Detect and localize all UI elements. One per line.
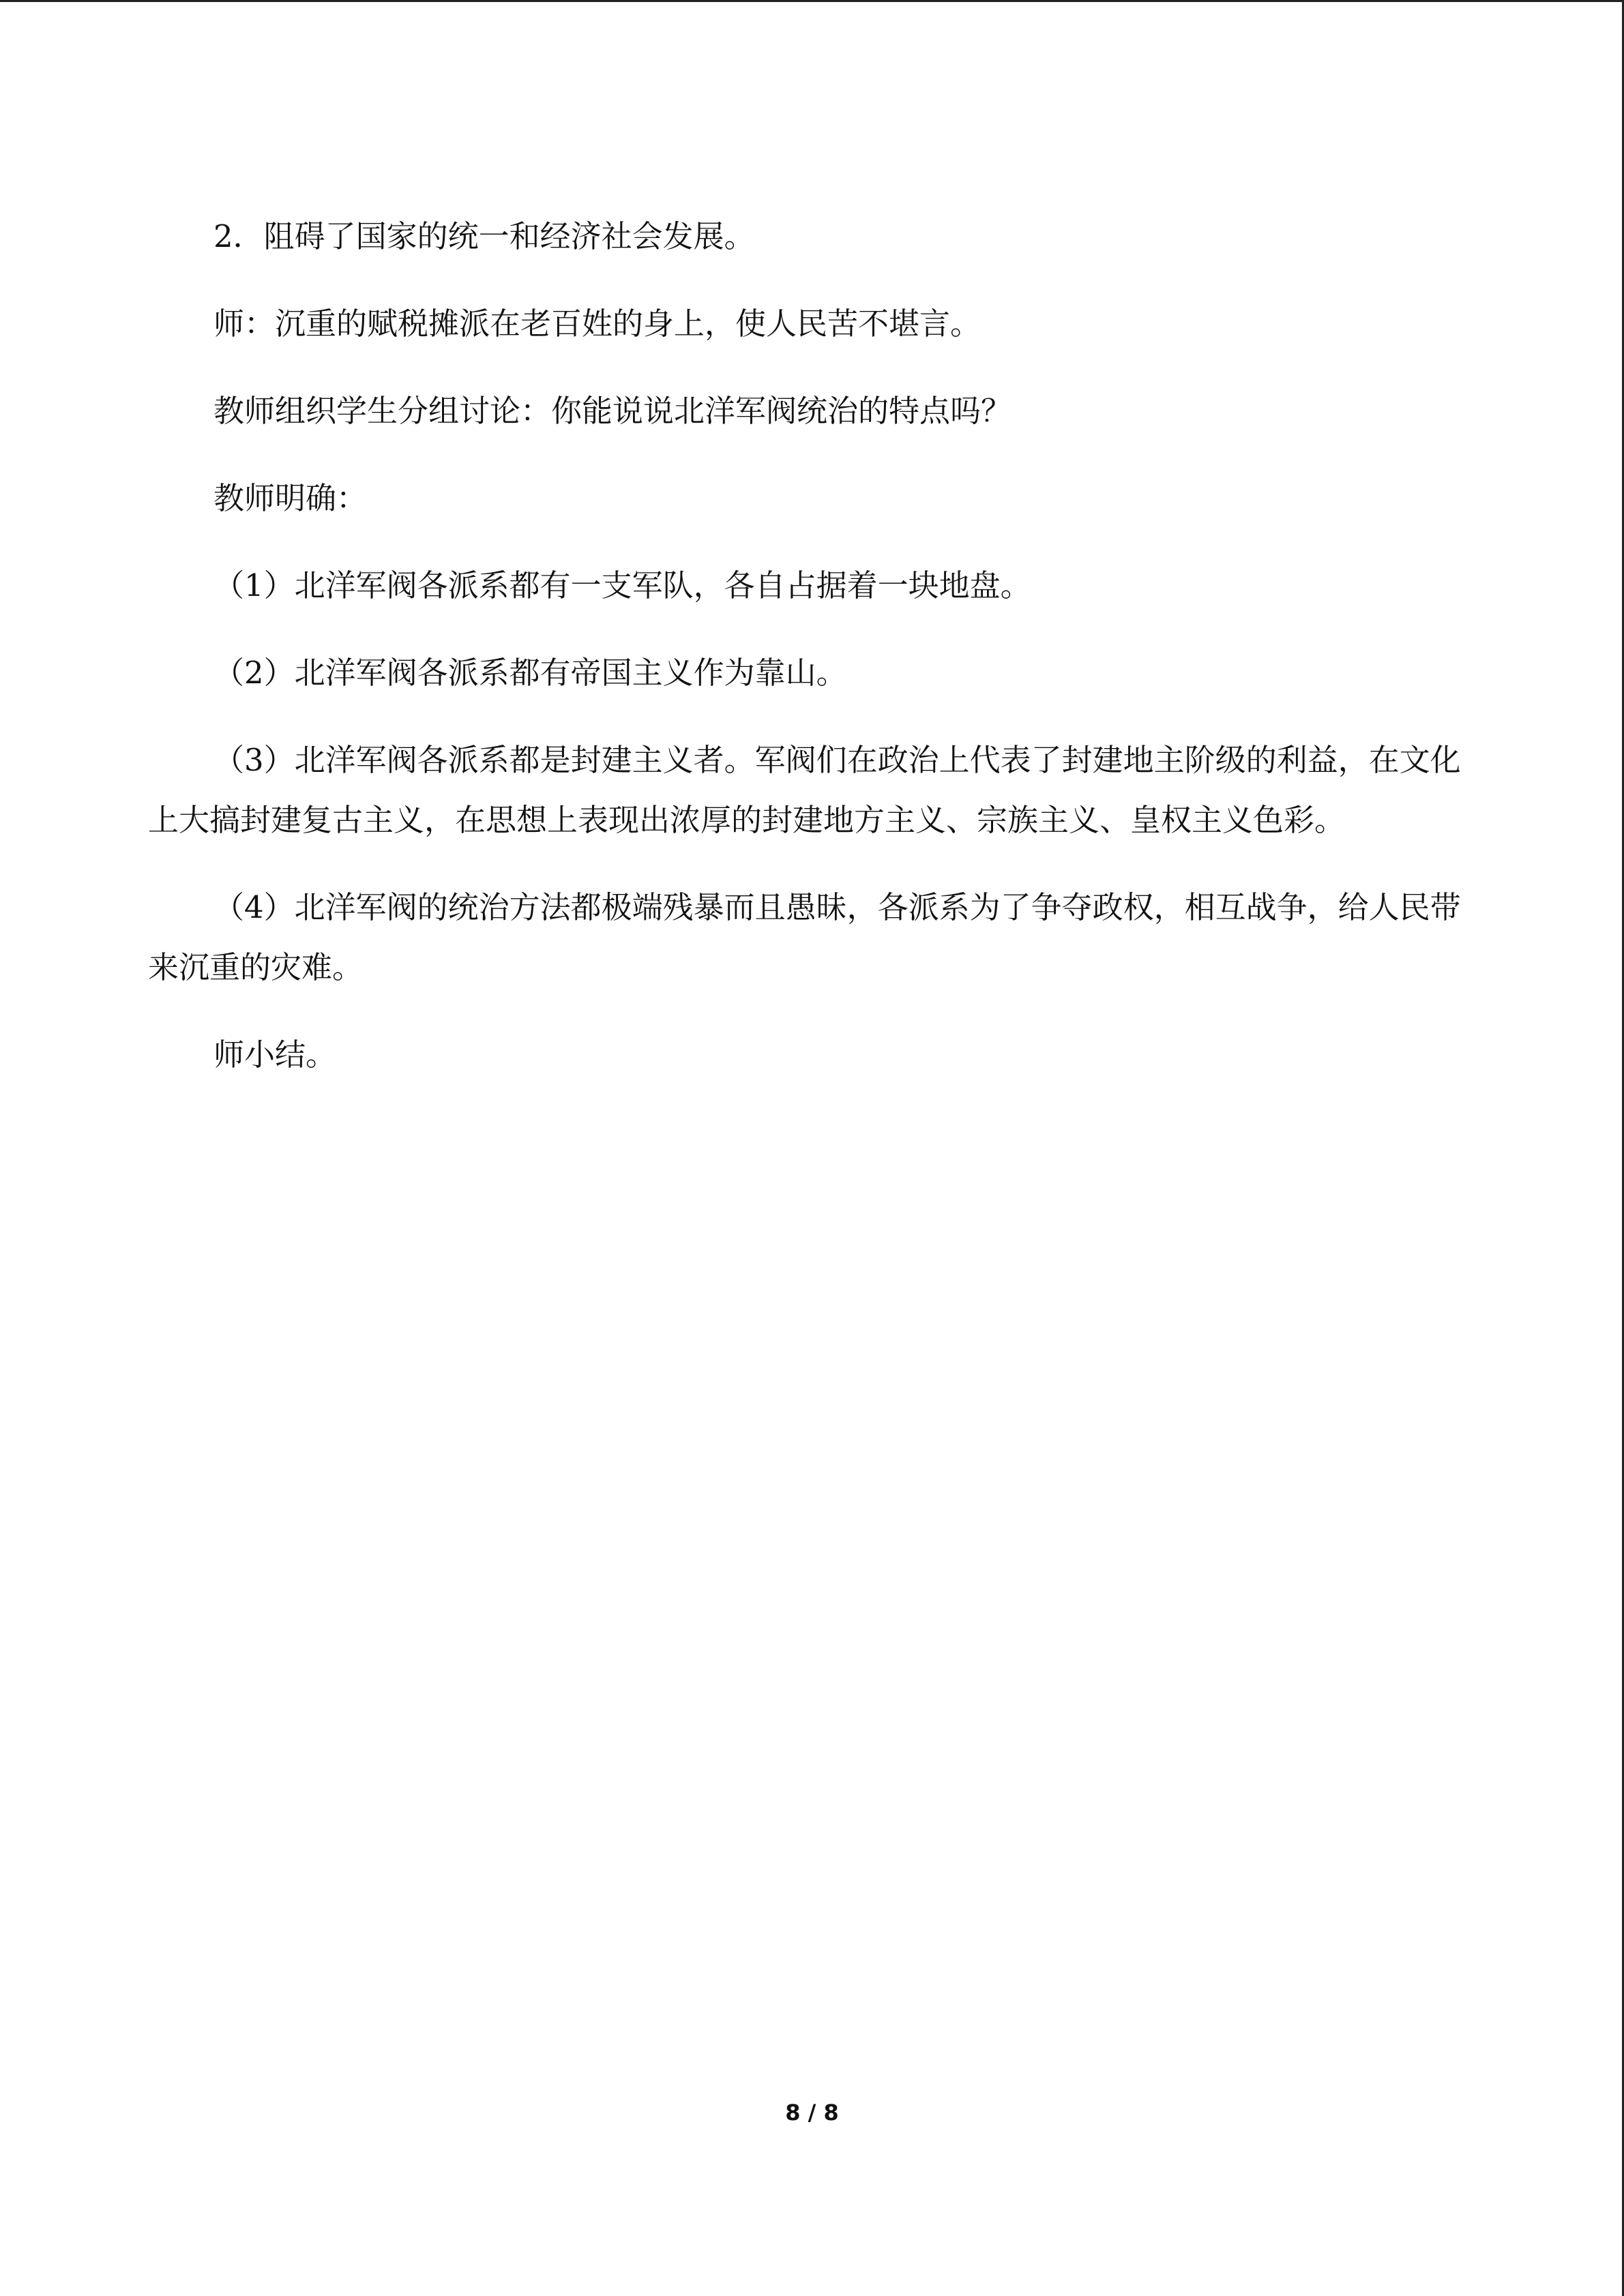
paragraph: 教师明确：	[213, 480, 368, 516]
paragraph: 师小结。	[213, 1037, 337, 1073]
paragraph: 师：沉重的赋税摊派在老百姓的身上，使人民苦不堪言。	[213, 305, 981, 342]
page-number: 8 / 8	[785, 2100, 839, 2126]
document-body	[148, 207, 1477, 1112]
paragraph: （1）北洋军阀各派系都有一支军队，各自占据着一块地盘。	[213, 567, 1031, 603]
paragraph: （4）北洋军阀的统治方法都极端残暴而且愚昧，各派系为了争夺政权，相互战争，给人民带来沉重的灾难。	[148, 889, 1461, 985]
paragraph: （3）北洋军阀各派系都是封建主义者。军阀们在政治上代表了封建地主阶级的利益，在文化上大搞封建复古主义，在思想上表现出浓厚的封建地方主义、宗族主义、皇权主义色彩。	[148, 742, 1461, 838]
paragraph: 教师组织学生分组讨论：你能说说北洋军阀统治的特点吗？	[213, 393, 1012, 429]
paragraph: （2）北洋军阀各派系都有帝国主义作为靠山。	[213, 655, 847, 691]
paragraph: 2．阻碍了国家的统一和经济社会发展。	[213, 218, 755, 254]
